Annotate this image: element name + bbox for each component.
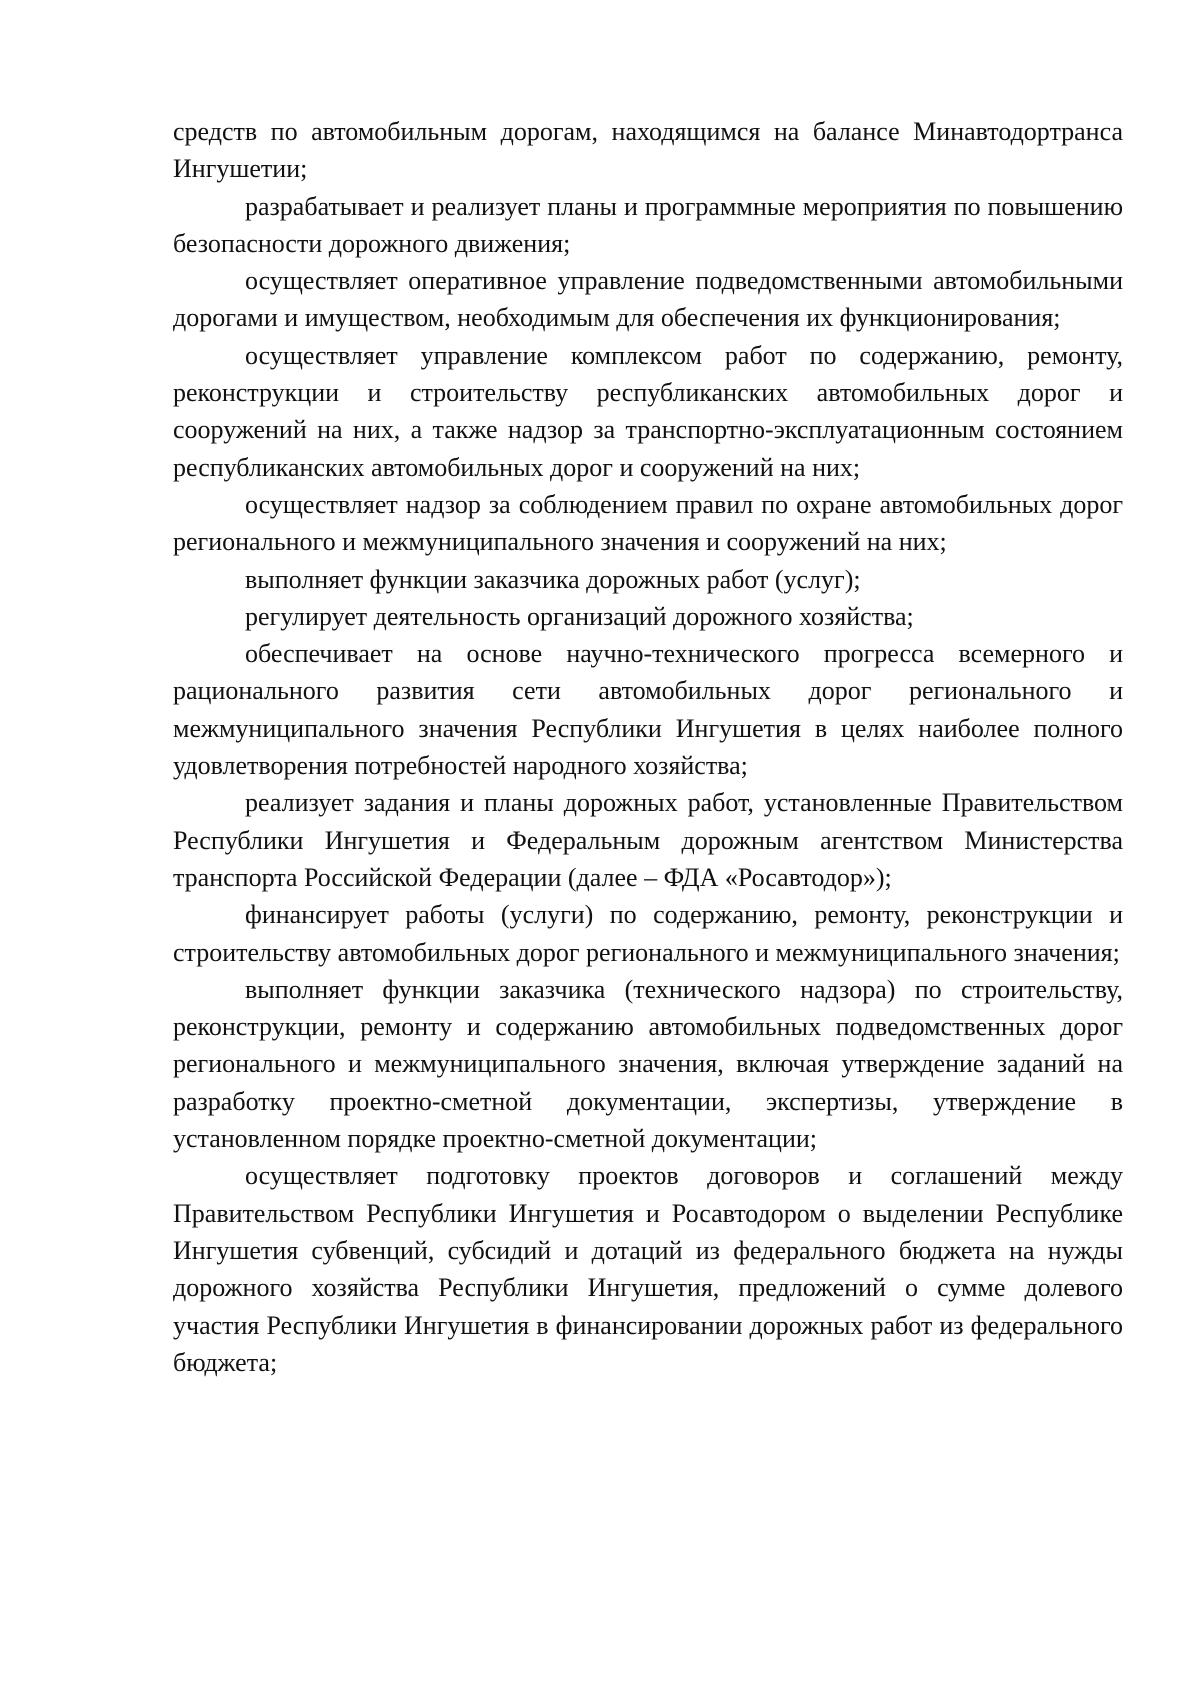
document-body: [173, 113, 1123, 1381]
paragraph-9: реализует задания и планы дорожных работ, установленные Правительством Республики Ингушетия и Федеральным дорожным агентством Министерства транспорта Российской Федерации (далее – ФДА «Росавтодор»);: [173, 788, 1123, 892]
paragraph-3: осуществляет оперативное управление подведомственными автомобильными дорогами и имуществом, необходимым для обеспечения их функционирования;: [173, 266, 1123, 333]
paragraph-12: осуществляет подготовку проектов договоров и соглашений между Правительством Республики Ингушетия и Росавтодором о выделении Республике Ингушетия субвенций, субсидий и дотаций из федерального бюджета на нужды дорожного хозяйства Республики Ингушетия, предложений о сумме долевого участия Республики Ингушетия в финансировании дорожных работ из федерального бюджета;: [173, 1161, 1123, 1377]
paragraph-6: выполняет функции заказчика дорожных работ (услуг);: [245, 564, 861, 594]
paragraph-1: средств по автомобильным дорогам, находящимся на балансе Минавтодортранса Ингушетии;: [173, 117, 1123, 184]
paragraph-4: осуществляет управление комплексом работ по содержанию, ремонту, реконструкции и строительству республиканских автомобильных дорог и сооружений на них, а также надзор за транспортно-эксплуатационным состоянием республиканских автомобильных дорог и сооружений на них;: [173, 340, 1123, 482]
paragraph-8: обеспечивает на основе научно-технического прогресса всемерного и рационального развития сети автомобильных дорог регионального и межмуниципального значения Республики Ингушетия в целях наиболее полного удовлетворения потребностей народного хозяйства;: [173, 639, 1123, 781]
paragraph-5: осуществляет надзор за соблюдением правил по охране автомобильных дорог регионального и межмуниципального значения и сооружений на них;: [173, 489, 1123, 557]
paragraph-10: финансирует работы (услуги) по содержанию, ремонту, реконструкции и строительству автомобильных дорог регионального и межмуниципального значения;: [173, 900, 1123, 967]
paragraph-2: разрабатывает и реализует планы и программные мероприятия по повышению безопасности дорожного движения;: [173, 191, 1123, 258]
paragraph-11: выполняет функции заказчика (технического надзора) по строительству, реконструкции, ремонту и содержанию автомобильных подведомственных дорог регионального и межмуниципального значения, включая утверждение заданий на разработку проектно-сметной документации, экспертизы, утверждение в установленном порядке проектно-сметной документации;: [173, 974, 1123, 1154]
paragraph-7: регулирует деятельность организаций дорожного хозяйства;: [245, 601, 914, 631]
